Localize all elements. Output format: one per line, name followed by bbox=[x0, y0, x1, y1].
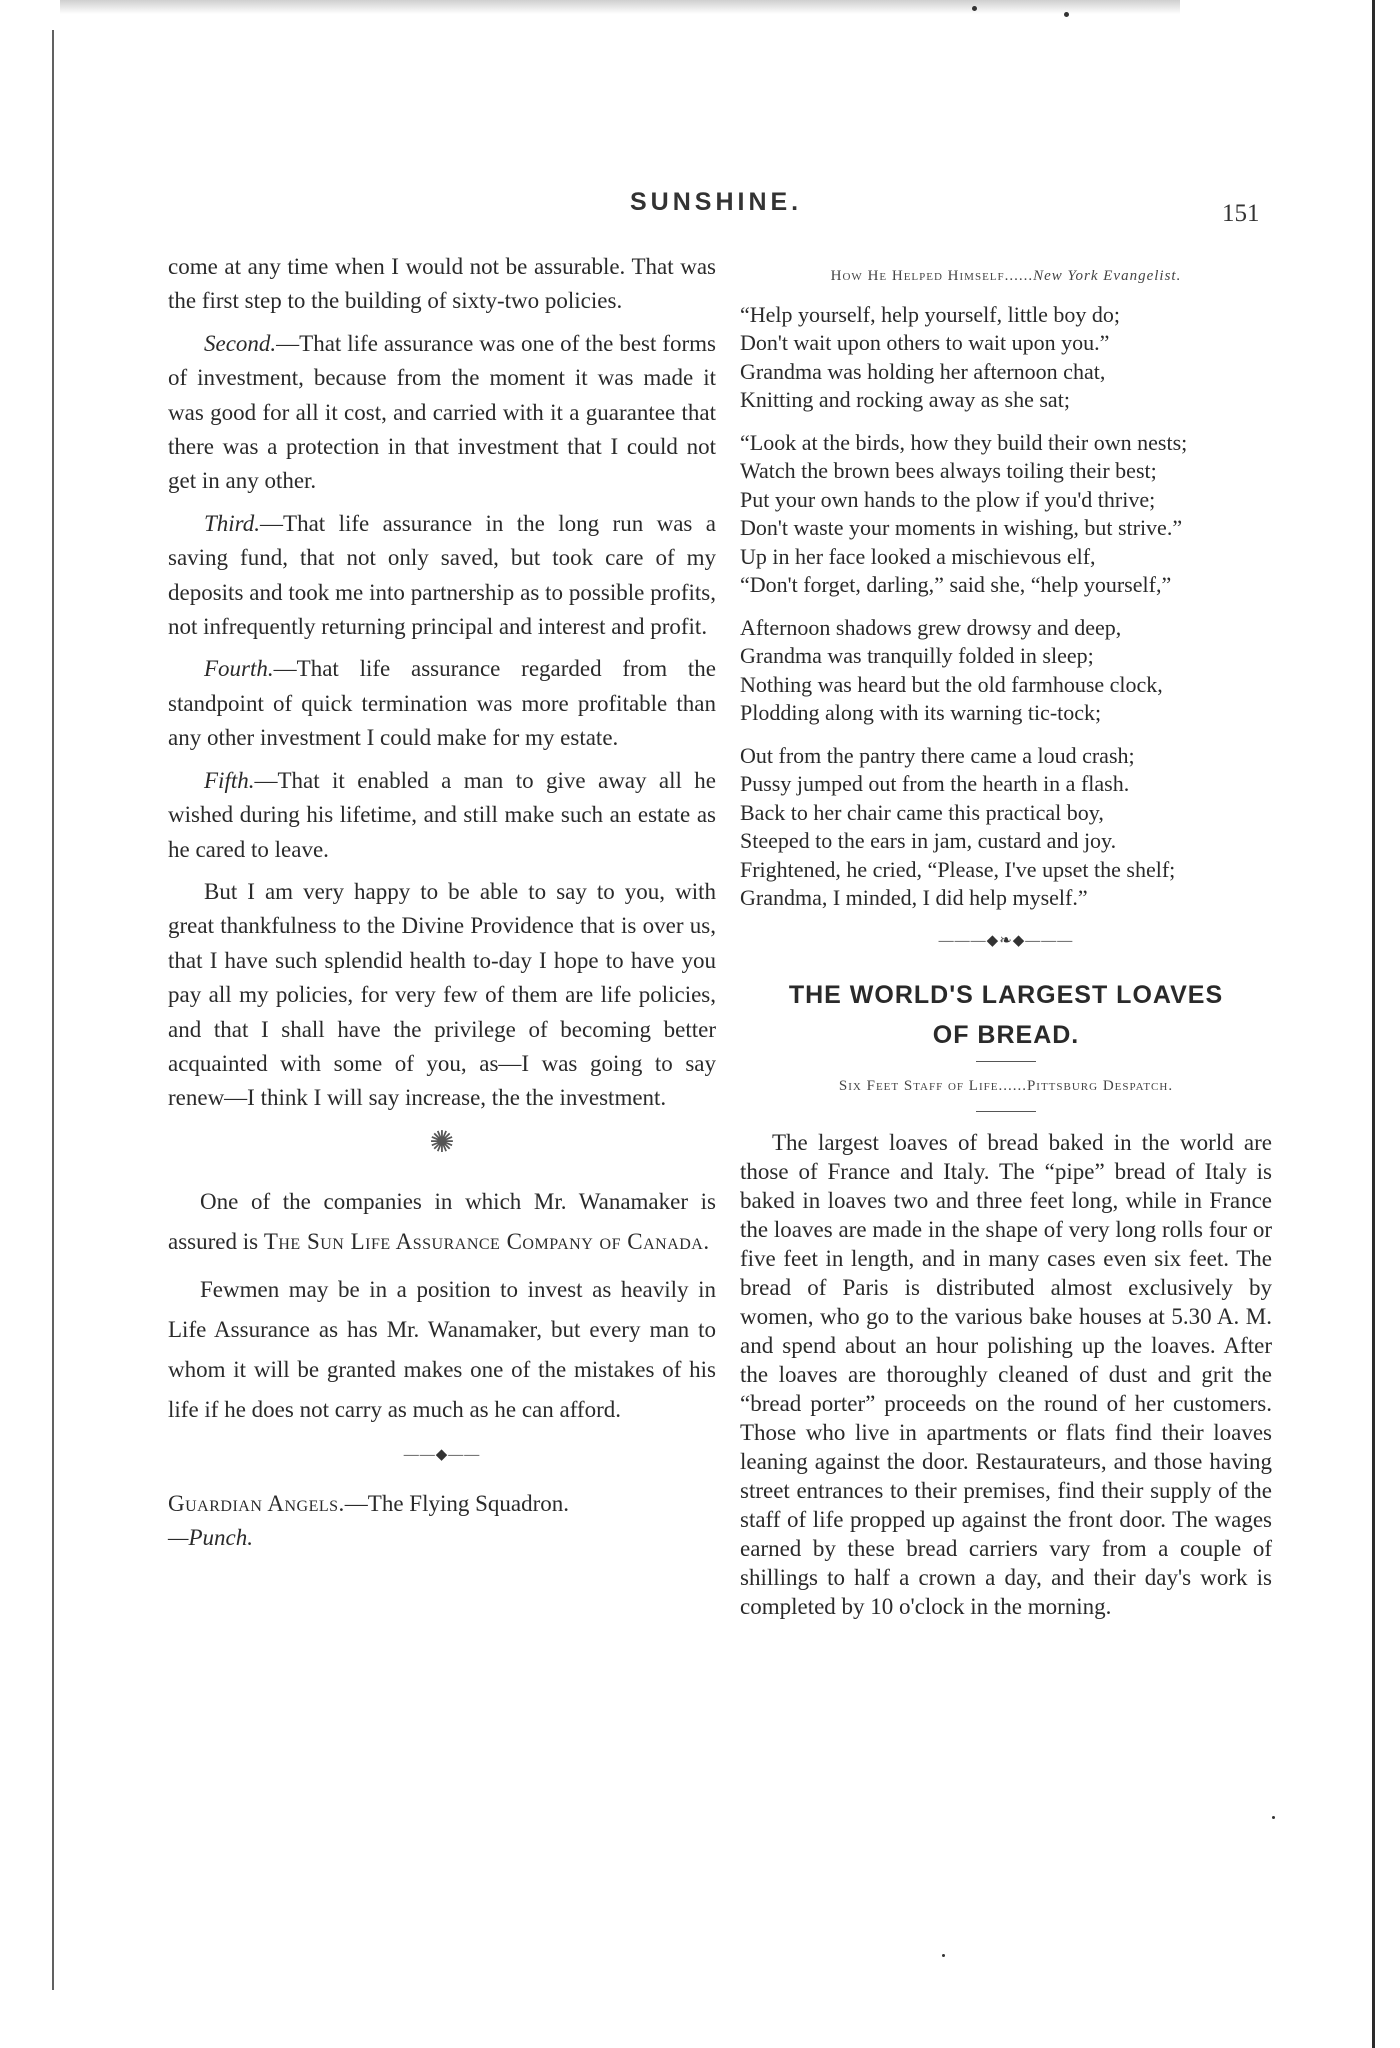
point-text: —That life assurance in the long run was a saving fund, that not only saved, but took care of my deposits and took me into partnership as to possible profits, not infrequently returning principal and interest and profit. bbox=[168, 510, 716, 640]
point-fourth bbox=[168, 652, 716, 755]
poem-title: How He Helped Himself bbox=[830, 268, 1005, 284]
article-leader: ...... bbox=[998, 1078, 1027, 1094]
point-text: —That life assurance regarded from the standpoint of quick termination was more profitable than any other investment I could make for my estate. bbox=[168, 656, 716, 751]
poem-leader: ...... bbox=[1004, 268, 1034, 284]
short-rule bbox=[976, 1061, 1036, 1062]
poem-line: Frightened, he cried, “Please, I've upset the shelf; bbox=[740, 856, 1176, 882]
joke bbox=[168, 1487, 716, 1556]
article-source: Pittsburg Despatch. bbox=[1026, 1078, 1174, 1094]
running-head: SUNSHINE. bbox=[630, 188, 803, 216]
poem-line: Steeped to the ears in jam, custard and joy. bbox=[740, 828, 1117, 853]
scan-speck bbox=[1272, 1816, 1275, 1819]
left-column bbox=[168, 250, 716, 1563]
article-body bbox=[740, 1128, 1272, 1621]
headline-line-2: OF BREAD. bbox=[932, 1021, 1080, 1049]
poem-stanza bbox=[740, 301, 1272, 415]
poem-line: Nothing was heard but the old farmhouse clock, bbox=[740, 671, 1163, 697]
page-number: 151 bbox=[1222, 200, 1260, 227]
point-text: —That life assurance was one of the best forms of investment, because from the moment it was made it was good for all it cost, and carried with it a guarantee that there was a protection in that investment that I could not get in any other. bbox=[168, 330, 716, 494]
poem-byline bbox=[740, 262, 1272, 291]
joke-text: —The Flying Squadron. bbox=[344, 1490, 570, 1516]
poem-line: “Look at the birds, how they build their own nests; bbox=[740, 429, 1188, 455]
poem-stanza bbox=[740, 429, 1272, 600]
article-headline bbox=[740, 975, 1272, 1055]
poem-line: Grandma was tranquilly folded in sleep; bbox=[740, 643, 1094, 668]
diamond-rule-icon: ——◆—— bbox=[403, 1447, 481, 1464]
article-byline bbox=[740, 1072, 1272, 1101]
point-label: Third. bbox=[204, 510, 261, 536]
point-second bbox=[168, 327, 716, 499]
scan-top-edge bbox=[60, 0, 1180, 14]
joke-title: Guardian Angels. bbox=[168, 1490, 345, 1516]
article-subtitle: Six Feet Staff of Life bbox=[838, 1078, 999, 1094]
article-paragraph: The largest loaves of bread baked in the world are those of France and Italy. The “pipe” bread of Italy is baked in loaves two and three feet long, while in France the loaves are made in the shape of very long rolls four or five feet in length, and in many cases even six feet. The bread of Paris is distributed almost exclusively by women, who go to the various bake houses at 5.30 A. M. and spend about an hour polishing up the loaves. After the loaves are thoroughly cleaned of dust and grit the “bread porter” proceeds on the round of her customers. Those who live in apartments or flats find their loaves leaning against the door. Restaurateurs, and those having street entrances to their premises, find their supply of the staff of life propped up against the front door. The wages earned by these bread carriers vary from a couple of shillings to half a crown a day, and their day's work is completed by 10 o'clock in the morning. bbox=[740, 1129, 1272, 1619]
page-binding-edge bbox=[52, 30, 54, 1990]
headline-line-1: THE WORLD'S LARGEST LOAVES bbox=[788, 981, 1224, 1009]
point-text: —That it enabled a man to give away all he wished during his lifetime, and still make such an estate as he cared to leave. bbox=[168, 767, 716, 862]
poem bbox=[740, 301, 1272, 913]
scan-speck bbox=[1064, 12, 1069, 17]
poem-line: Afternoon shadows grew drowsy and deep, bbox=[740, 614, 1122, 640]
poem-line: Pussy jumped out from the hearth in a flash. bbox=[740, 771, 1130, 796]
poem-line: “Don't forget, darling,” said she, “help yourself,” bbox=[740, 572, 1172, 597]
page-right-edge bbox=[1372, 0, 1375, 2048]
poem-line: Plodding along with its warning tic-tock; bbox=[740, 700, 1102, 725]
poem-stanza bbox=[740, 742, 1272, 913]
poem-line: Put your own hands to the plow if you'd thrive; bbox=[740, 486, 1156, 512]
poem-line: Up in her face looked a mischievous elf, bbox=[740, 543, 1096, 569]
scan-speck bbox=[972, 6, 977, 11]
company-note bbox=[168, 1182, 716, 1262]
scan-speck bbox=[942, 1954, 945, 1957]
poem-source: New York Evangelist. bbox=[1033, 268, 1182, 284]
sunburst-ornament-icon: ✺ bbox=[429, 1125, 455, 1159]
company-name: The Sun Life Assurance Company of Canada. bbox=[263, 1229, 710, 1255]
paragraph: come at any time when I would not be assurable. That was the first step to the building of sixty-two policies. bbox=[168, 254, 716, 314]
paragraph: But I am very happy to be able to say to you, with great thankfulness to the Divine Providence that is over us, that I have such splendid health to-day I hope to have you pay all my policies, for very few of them are life policies, and that I shall have the privilege of becoming better acquainted with some of you, as—I was going to say renew—I think I will say increase, the the investment. bbox=[168, 878, 716, 1111]
poem-line: Don't wait upon others to wait upon you.” bbox=[740, 330, 1110, 355]
poem-line: Grandma, I minded, I did help myself.” bbox=[740, 885, 1088, 910]
poem-line: Grandma was holding her afternoon chat, bbox=[740, 358, 1106, 384]
poem-line: Back to her chair came this practical boy, bbox=[740, 799, 1104, 825]
left-lower-section bbox=[168, 1182, 716, 1430]
fleuron-rule-icon: ———◆❧◆——— bbox=[938, 932, 1074, 949]
right-column bbox=[740, 262, 1272, 1621]
poem-line: Knitting and rocking away as she sat; bbox=[740, 387, 1070, 412]
point-label: Second. bbox=[204, 330, 277, 356]
poem-line: “Help yourself, help yourself, little boy do; bbox=[740, 301, 1121, 327]
point-label: Fifth. bbox=[204, 767, 255, 793]
point-fifth bbox=[168, 764, 716, 867]
joke-source: —Punch. bbox=[168, 1524, 253, 1550]
company-note-lead: One of the companies in which Mr. Wanamaker is assured is bbox=[168, 1189, 716, 1255]
point-label: Fourth. bbox=[204, 656, 274, 682]
poem-line: Watch the brown bees always toiling their best; bbox=[740, 458, 1157, 483]
poem-stanza bbox=[740, 614, 1272, 728]
poem-line: Don't waste your moments in wishing, but strive.” bbox=[740, 515, 1183, 540]
poem-line: Out from the pantry there came a loud crash; bbox=[740, 742, 1135, 768]
closing-paragraph: Fewmen may be in a position to invest as heavily in Life Assurance as has Mr. Wanamaker, but every man to whom it will be granted makes one of the mistakes of his life if he does not carry as much as he can afford. bbox=[168, 1277, 716, 1423]
point-third bbox=[168, 507, 716, 645]
short-rule bbox=[976, 1111, 1036, 1112]
